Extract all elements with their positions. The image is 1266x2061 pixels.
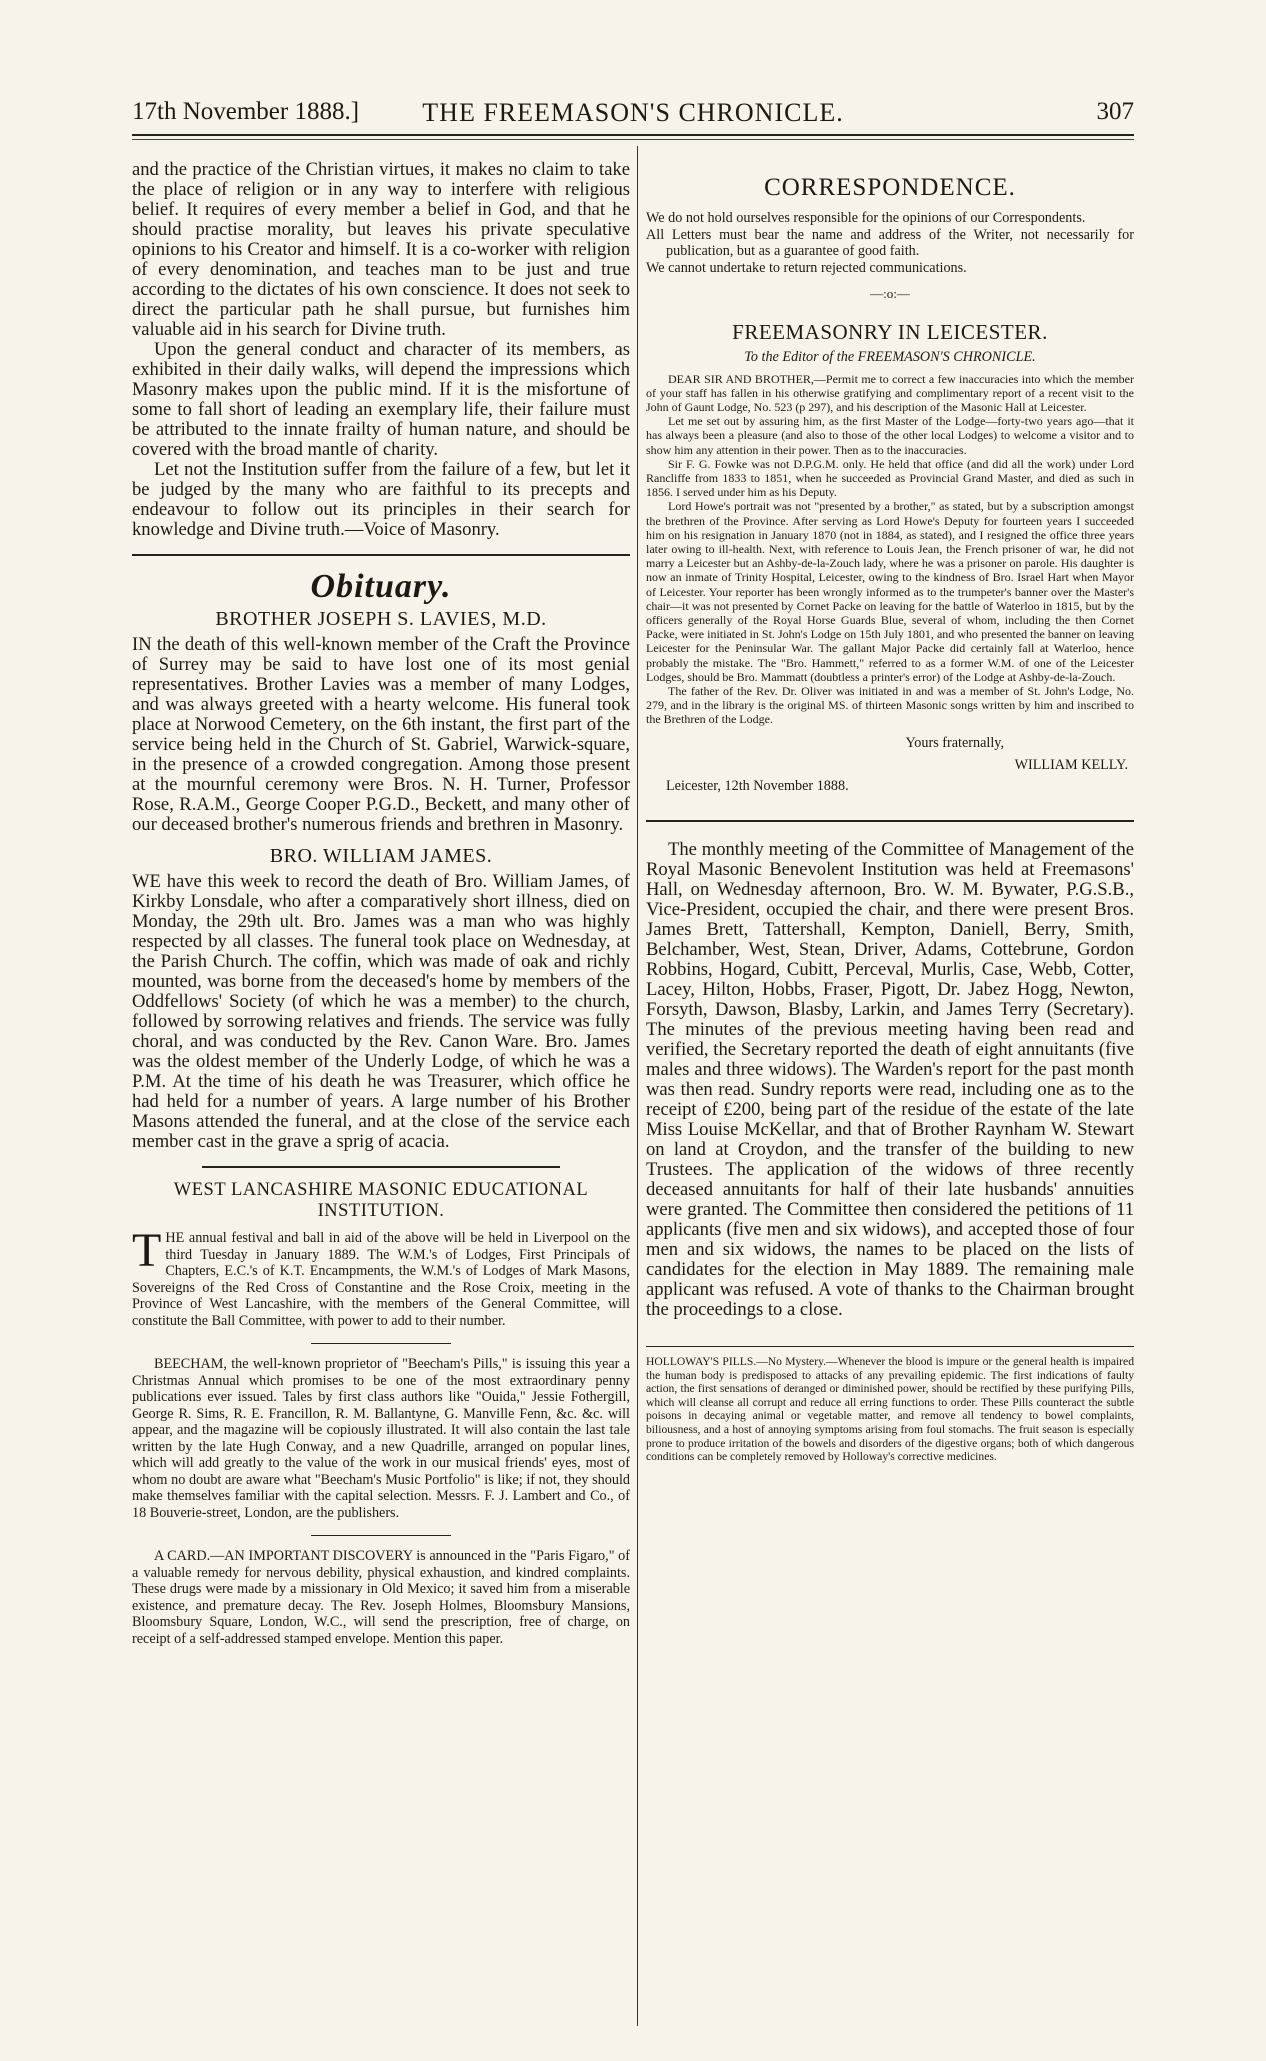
obituary-2-heading: BRO. WILLIAM JAMES. [269,845,493,867]
section-rule [646,820,1134,822]
obituary-2-text: WE have this week to record the death of Bro. William James, of Kirkby Lonsdale, who after a comparatively short illness, died on Monday, the 29th ult. Bro. James was a man who was highly respected by all classes. The funeral took place on Wednesday, at the Parish Church. The coffin, which was made of oak and richly mounted, was borne from the deceased's home by members of the Oddfellows' Society (of which he was a member) to the church, followed by sorrowing relatives and friends. The service was fully choral, and was conducted by the Rev. Canon Ware. Bro. James was the oldest member of the Underly Lodge, of which he was a P.M. At the time of his death he was Treasurer, which office he had held for a number of years. A large number of his Brother Masons attended the funeral, and at the close of the service each member cast in the grave a sprig of acacia. [132,871,630,1152]
notice-letters: All Letters must bear the name and address of the Writer, not necessarily for publication, but as a guarantee of good faith. [646,226,1134,259]
to-editor-line: To the Editor of the FREEMASON'S CHRONICLE. [744,349,1036,365]
column-divider [637,146,638,2026]
letter-dateline: Leicester, 12th November 1888. [666,777,849,794]
left-column [132,160,630,1647]
correspondence-heading: CORRESPONDENCE. [764,174,1016,201]
drop-cap: T [132,1224,162,1277]
leicester-heading: FREEMASONRY IN LEICESTER. [732,320,1048,344]
short-rule [311,1535,450,1536]
section-rule [646,1346,1134,1347]
obituary-title: Obituary. [310,568,452,605]
header-rule-thin [132,139,1134,140]
letter-paragraph-2: Let me set out by assuring him, as the first Master of the Lodge—forty-two years ago—that it has always been a pleasure (and also to those of the other local Lodges) to welcome a visitor and to show him any attention in their power. Then as to the inaccuracies. [646,414,1134,457]
section-rule [132,554,630,556]
sign-off: Yours fraternally, [905,734,1004,751]
obituary-1-heading: BROTHER JOSEPH S. LAVIES, M.D. [215,608,547,630]
header-rule [132,134,1134,136]
committee-meeting-report: The monthly meeting of the Committee of Management of the Royal Masonic Benevolent Institution was held at Freemasons' Hall, on Wednesday afternoon, Bro. W. M. Bywater, P.G.S.B., Vice-President, occupied the chair, and there were present Bros. James Brett, Tattershall, Kempton, Daniell, Berry, Smith, Belchamber, West, Stean, Driver, Adams, Cottebrune, Gordon Robbins, Hogard, Cubitt, Perceval, Murlis, Case, Webb, Cotter, Lacey, Hilton, Hobbs, Fraser, Pigott, Dr. Jabez Hogg, Newton, Forsyth, Dawson, Blasby, Larkin, and James Terry (Secretary). The minutes of the previous meeting having been read and verified, the Secretary reported the death of eight annuitants (five males and three widows). The Warden's report for the past month was then read. Sundry reports were read, including one as to the receipt of £200, being part of the residue of the estate of the late Miss Louise McKellar, and that of Brother Raynham W. Stewart on land at Croydon, and the transfer of the building to new Trustees. The application of the widows of three recently deceased annuitants for half of their late husbands' annuities were granted. The Committee then considered the petitions of 11 applicants (five men and six widows), and accepted those of four men and six widows, the names to be placed on the lists of candidates for the election in May 1889. The remaining male applicant was refused. A vote of thanks to the Chairman brought the proceedings to a close. [646,839,1134,1321]
page-header [132,98,1134,138]
beecham-notice: BEECHAM, the well-known proprietor of "Beecham's Pills," is issuing this year a Christmas Annual which promises to be one of the most extraordinary penny publications ever issued. Tales by first class authors like "Ouida," Jessie Fothergill, George R. Sims, R. E. Francillon, R. M. Ballantyne, G. Manville Fenn, &c. &c. will appear, and the magazine will be copiously illustrated. It will also contain the last tale written by the late Hugh Conway, and a new Quadrille, arranged on popular lines, which will add greatly to the value of the work in our musical friends' eyes, most of whom no doubt are aware what "Beecham's Music Portfolio" is like; if not, they should make themselves familiar with the capital selection. Messrs. F. J. Lambert and Co., of 18 Bouverie-street, London, are the publishers. [132,1356,630,1521]
section-rule [202,1166,561,1168]
issue-date: 17th November 1888.] [132,98,360,125]
letter-signature: WILLIAM KELLY. [1014,757,1128,774]
intro-paragraph-1: and the practice of the Christian virtues, it makes no claim to take the place of religion or in any way to interfere with religious belief. It requires of every member a belief in God, and that he should practise morality, but leaves his private speculative opinions to his Creator and himself. It is a co-worker with religion of every denomination, and teaches man to be just and true according to the dictates of his own conscience. It does not seek to direct the particular path he shall pursue, but furnishes him valuable aid in his search for Divine truth. [132,159,630,340]
letter-paragraph-3: Sir F. G. Fowke was not D.P.G.M. only. He held that office (and did all the work) under Lord Rancliffe from 1833 to 1851, when he succeeded as Provincial Grand Master, and died as such in 1856. I served under him as his Deputy. [646,456,1134,500]
notice-responsibility: We do not hold ourselves responsible for the opinions of our Correspondents. [646,210,1086,226]
letter-paragraph-1: DEAR SIR AND BROTHER,—Permit me to correct a few inaccuracies into which the member of your staff has fallen in his otherwise gratifying and complimentary report of a recent visit to the John of Gaunt Lodge, No. 523 (p 297), and his description of the Masonic Hall at Leicester. [646,371,1134,414]
page-number: 307 [1096,98,1134,125]
west-lancashire-heading: WEST LANCASHIRE MASONIC EDUCATIONAL INSTITUTION. [173,1180,589,1221]
notice-rejected: We cannot undertake to return rejected communications. [646,259,967,276]
right-column [646,160,1134,1464]
holloway-advertisement: HOLLOWAY'S PILLS.—No Mystery.—Whenever the blood is impure or the general health is impaired the human body is predisposed to attacks of any prevailing epidemic. The first indications of faulty action, the first sensations of deranged or diminished power, should be rectified by these purifying Pills, which will cleanse all corrupt and reduce all erring functions to order. These Pills counteract the subtle poisons in decaying animal or vegetable matter, and remove all tendency to bowel complaints, biliousness, and a host of annoying symptoms arising from foul stomachs. The fruit season is especially prone to produce irritation of the bowels and disorders of the digestive organs; both of which dangerous conditions can be completely removed by Holloway's corrective medicines. [646,1355,1134,1464]
letter-paragraph-4: Lord Howe's portrait was not "presented by a brother," as stated, but by a subscription amongst the brethren of the Province. After serving as Lord Howe's Deputy for fourteen years I succeeded him on his resignation in January 1870 (not in 1884, as stated), and I resigned the office three years later owing to ill-health. Next, with reference to Louis Jean, the French prisoner of war, he did not marry a Leicester but an Ashby-de-la-Zouch lady, where he was a prisoner on parole. His daughter is now an inmate of Trinity Hospital, Leicester, owing to the kindness of Bro. Israel Hart when Mayor of Leicester. Your reporter has been wrongly informed as to the trumpeter's banner over the Master's chair—it was not presented by Cornet Packe on leaving for the battle of Waterloo in 1815, but by the officers generally of the Royal Horse Guards Blue, several of whom, including the then Cornet Packe, were initiated in St. John's Lodge on 15th July 1801, and who presented the banner on leaving Leicester for the Peninsular War. The gallant Major Packe did certainly fall at Waterloo, hence probably the mistake. The "Bro. Hammett," referred to as a former W.M. of one of the Leicester Lodges, should be Bro. Mammatt (doubtless a printer's error) of the Lodge at Ashby-de-la-Zouch. [646,499,1134,684]
publication-title: THE FREEMASON'S CHRONICLE. [422,98,844,127]
west-lancashire-text: HE annual festival and ball in aid of the above will be held in Liverpool on the third Tuesday in January 1889. The W.M.'s of Lodges, First Principals of Chapters, E.C.'s of K.T. Encampments, the W.M.'s of Lodges of Mark Masons, Sovereigns of the Red Cross of Constantine and the Rose Croix, meeting in the Province of West Lancashire, with the members of the General Committee, will constitute the Ball Committee, with power to add to their number. [132,1230,630,1329]
intro-paragraph-3: Let not the Institution suffer from the failure of a few, but let it be judged by the many who are faithful to its precepts and endeavour to follow out its principles in their search for knowledge and Divine truth.—Voice of Masonry. [132,459,630,540]
letter-paragraph-5: The father of the Rev. Dr. Oliver was initiated in and was a member of St. John's Lodge, No. 279, and in the library is the original MS. of thirteen Masonic songs written by him and inscribed to the Brethren of the Lodge. [646,683,1134,727]
obituary-1-text: IN the death of this well-known member of the Craft the Province of Surrey may be said to have lost one of its most genial representatives. Brother Lavies was a member of many Lodges, and was always greeted with a hearty welcome. His funeral took place at Norwood Cemetery, on the 6th instant, the first part of the service being held in the Church of St. Gabriel, Warwick-square, in the presence of a crowded congregation. Among those present at the mournful ceremony were Bros. N. H. Turner, Professor Rose, R.A.M., George Cooper P.G.D., Beckett, and many other of our deceased brother's numerous friends and brethren in Masonry. [132,634,630,835]
intro-paragraph-2: Upon the general conduct and character of its members, as exhibited in their daily walks, will depend the impressions which Masonry makes upon the public mind. If it is the misfortune of some to fall short of leading an exemplary life, their failure must be attributed to the innate frailty of human nature, and should be covered with the broad mantle of charity. [132,339,630,460]
west-lancashire-notice [132,1224,630,1329]
card-advertisement: A CARD.—AN IMPORTANT DISCOVERY is announced in the "Paris Figaro," of a valuable remedy for nervous debility, physical exhaustion, and kindred complaints. These drugs were made by a missionary in Old Mexico; it saved him from a miserable existence, and premature decay. The Rev. Joseph Holmes, Bloomsbury Mansions, Bloomsbury Square, London, W.C., will send the prescription, free of charge, on receipt of a self-addressed stamped envelope. Mention this paper. [132,1548,630,1647]
separator: —:o:— [870,286,910,301]
short-rule [311,1343,450,1344]
